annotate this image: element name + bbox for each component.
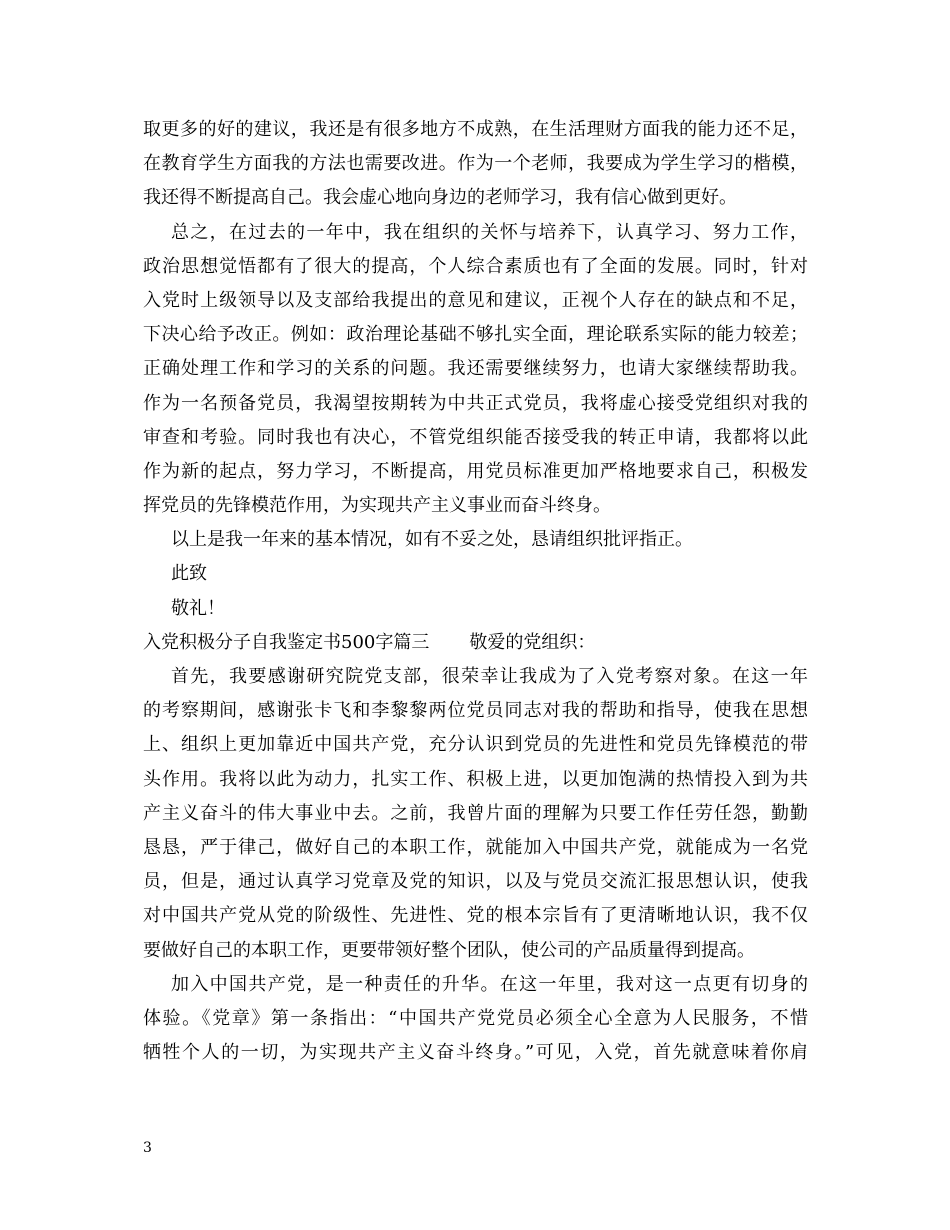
text-line: 首先，我要感谢研究院党支部，很荣幸让我成为了入党考察对象。在这一年	[171, 666, 808, 687]
text-line: 以上是我一年来的基本情况，如有不妥之处，恳请组织批评指正。	[171, 529, 693, 551]
text-line: 体验。《党章》第一条指出：“中国共产党党员必须全心全意为人民服务，不惜	[143, 1007, 808, 1029]
page-number: 3	[143, 1140, 152, 1156]
document-body	[143, 113, 808, 1070]
paragraph-block	[143, 113, 808, 626]
text-line: 作为新的起点，努力学习，不断提高，用党员标准更加严格地要求自己，积极发	[143, 460, 808, 482]
salutation: 敬爱的党组织：	[469, 631, 596, 653]
text-line: 总之，在过去的一年中，我在组织的关怀与培养下，认真学习、努力工作，	[171, 221, 808, 243]
text-line: 恳恳，严于律己，做好自己的本职工作，就能加入中国共产党，就能成为一名党	[143, 836, 808, 858]
text-line: 作为一名预备党员，我渴望按期转为中共正式党员，我将虚心接受党组织对我的	[143, 392, 808, 414]
text-line: 头作用。我将以此为动力，扎实工作、积极上进，以更加饱满的热情投入到为共	[143, 768, 808, 790]
text-line: 对中国共产党从党的阶级性、先进性、党的根本宗旨有了更清晰地认识，我不仅	[143, 905, 808, 927]
text-line: 此致	[171, 563, 207, 585]
text-line: 正确处理工作和学习的关系的问题。我还需要继续努力，也请大家继续帮助我。	[143, 358, 808, 380]
text-line: 的考察期间，感谢张卡飞和李黎黎两位党员同志对我的帮助和指导，使我在思想	[143, 700, 808, 722]
section-heading-line	[143, 626, 808, 660]
text-line: 政治思想觉悟都有了很大的提高，个人综合素质也有了全面的发展。同时，针对	[143, 255, 808, 277]
text-line: 挥党员的先锋模范作用，为实现共产主义事业而奋斗终身。	[143, 495, 611, 517]
text-line: 员，但是，通过认真学习党章及党的知识，以及与党员交流汇报思想认识，使我	[143, 871, 808, 893]
text-line: 我还得不断提高自己。我会虚心地向身边的老师学习，我有信心做到更好。	[143, 187, 737, 209]
text-line: 入党时上级领导以及支部给我提出的意见和建议，正视个人存在的缺点和不足，	[143, 289, 808, 311]
text-line: 上、组织上更加靠近中国共产党，充分认识到党员的先进性和党员先锋模范的带	[143, 734, 808, 756]
text-line: 审查和考验。同时我也有决心，不管党组织能否接受我的转正申请，我都将以此	[143, 426, 808, 448]
text-line: 取更多的好的建议，我还是有很多地方不成熟，在生活理财方面我的能力还不足，	[143, 119, 808, 140]
text-line: 产主义奋斗的伟大事业中去。之前，我曾片面的理解为只要工作任劳任怨，勤勤	[143, 802, 808, 824]
paragraph-block	[143, 660, 808, 1070]
text-line: 加入中国共产党，是一种责任的升华。在这一年里，我对这一点更有切身的	[171, 973, 808, 995]
text-line: 敬礼！	[171, 597, 225, 619]
text-line: 在教育学生方面我的方法也需要改进。作为一个老师，我要成为学生学习的楷模，	[143, 153, 808, 175]
text-line: 下决心给予改正。例如：政治理论基础不够扎实全面，理论联系实际的能力较差；	[143, 324, 808, 346]
section-title: 入党积极分子自我鉴定书500字篇三	[143, 631, 430, 653]
text-line: 牺牲个人的一切，为实现共产主义奋斗终身。”可见，入党，首先就意味着你肩	[143, 1042, 808, 1064]
text-line: 要做好自己的本职工作，更要带领好整个团队，使公司的产品质量得到提高。	[143, 939, 755, 961]
